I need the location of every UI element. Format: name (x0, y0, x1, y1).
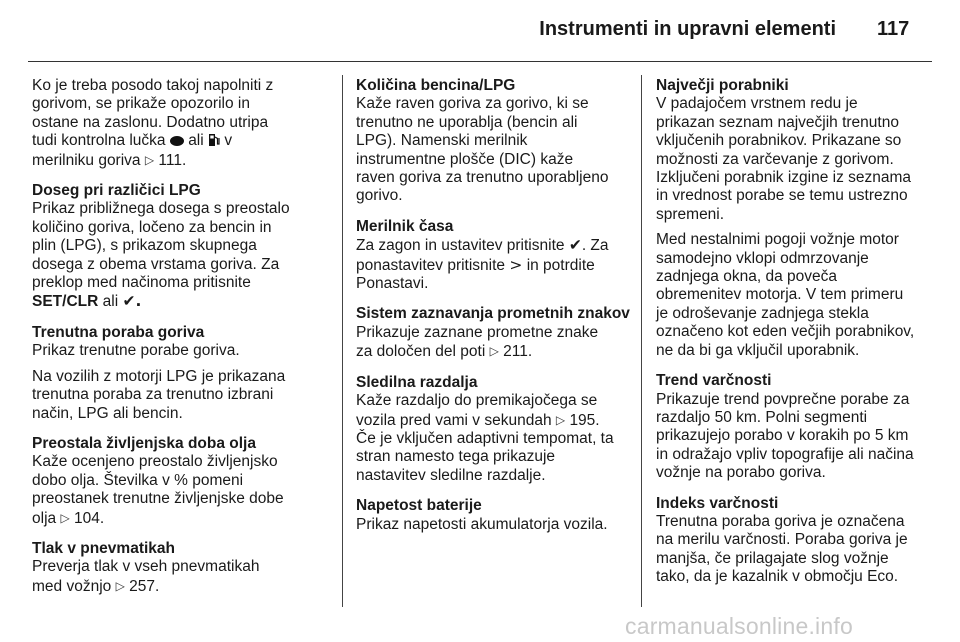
section-heading: Trend varčnosti (656, 372, 772, 390)
text-line: preostanek trenutne življenjske dobe (32, 490, 284, 508)
text-line: označeno kot eden večjih porabnikov, (656, 323, 915, 341)
lpg-range-section (32, 182, 332, 312)
page-reference[interactable]: 195. (569, 411, 600, 429)
text-line: nastavitev sledilne razdalje. (356, 466, 546, 484)
text-line: V padajočem vrstnem redu je (656, 95, 858, 113)
text-line: Prikaz trenutne porabe goriva. (32, 342, 240, 360)
text-fragment: olja (32, 509, 57, 527)
section-heading: Sledilna razdalja (356, 373, 478, 391)
header-rule (28, 61, 932, 62)
page-reference[interactable]: 211. (503, 343, 533, 361)
page-reference-arrow-icon: ▷ (144, 152, 155, 167)
text-line: preklop med načinoma pritisnite (32, 274, 251, 292)
text-line (32, 509, 332, 528)
timer-section (356, 218, 632, 294)
text-fragment: ali (102, 293, 119, 311)
text-line: stran namesto tega prikazuje (356, 448, 556, 466)
page-reference-arrow-icon: ▷ (489, 344, 499, 359)
page-reference[interactable]: 257. (129, 577, 160, 595)
text-line (32, 292, 332, 311)
column-divider (342, 75, 343, 607)
text-line: in vrednost porabe se temu ustrezno (656, 187, 908, 205)
text-line: je odroševanje zadnjega stekla (656, 304, 869, 322)
oil-life-section (32, 435, 332, 528)
text-line: vožnje na porabo goriva. (656, 464, 826, 482)
text-line (356, 411, 632, 430)
text-line: zadnjega okna, da poveča (656, 268, 837, 286)
text-line: možnosti za varčevanje z gorivom. (656, 150, 894, 168)
traffic-sign-section (356, 305, 632, 361)
page-number: 117 (877, 18, 910, 40)
following-distance-section (356, 374, 632, 485)
text-line: gorivo. (356, 187, 403, 205)
column-left (32, 77, 332, 596)
text-line (356, 342, 632, 361)
text-fragment: med vožnjo (32, 577, 112, 595)
text-fragment: za določen del poti (356, 343, 486, 361)
text-line: Med nestalnimi pogoji vožnje motor (656, 231, 899, 249)
text-line: na merilu varčnosti. Poraba goriva je (656, 531, 908, 549)
text-line: razdaljo 50 km. Polni segmenti (656, 408, 868, 426)
text-line: vključenih porabnikov. Prikazane so (656, 132, 902, 150)
text-fragment: ponastavitev pritisnite (356, 256, 506, 274)
column-right (656, 77, 932, 587)
page-header-title: Instrumenti in upravni elementi (539, 18, 836, 40)
text-line: Kaže ocenjeno preostalo življenjsko (32, 453, 278, 471)
text-fragment: merilniku goriva (32, 151, 141, 169)
section-heading: Sistem zaznavanja prometnih znakov (356, 305, 630, 323)
text-line: Ponastavi. (356, 275, 429, 293)
text-line: gorivom, se prikaže opozorilo in (32, 95, 250, 113)
text-fragment: . Za (581, 237, 609, 255)
top-consumers-section (656, 77, 932, 360)
battery-voltage-section (356, 497, 632, 534)
column-middle (356, 77, 632, 534)
text-fragment: v (224, 132, 233, 150)
low-fuel-paragraph (32, 77, 332, 170)
text-line: Prikaz približnega dosega s preostalo (32, 200, 290, 218)
text-line: obremenitev motorja. V tem primeru (656, 286, 904, 304)
page-reference[interactable]: 104. (74, 509, 105, 527)
text-fragment: vozila pred vami v sekundah (356, 411, 552, 429)
text-line: in odražajo vpliv topografije ali načina (656, 445, 914, 463)
text-line: prikazan seznam največjih trenutno (656, 113, 899, 131)
text-line: LPG). Namenski merilnik (356, 132, 528, 150)
section-heading: Doseg pri različici LPG (32, 182, 201, 200)
text-line: ne da bi ga vključil uporabnik. (656, 341, 860, 359)
text-line: Kaže raven goriva za gorivo, ki se (356, 95, 589, 113)
economy-trend-section (656, 372, 932, 482)
text-line: tako, da je kazalnik v območju Eco. (656, 568, 899, 586)
text-line: način, LPG ali bencin. (32, 404, 183, 422)
text-line: spremeni. (656, 205, 725, 223)
section-heading: Trenutna poraba goriva (32, 323, 205, 341)
text-line: prikazujejo porabo v korakih po 5 km (656, 427, 909, 445)
text-line: samodejno vklopi odmrzovanje (656, 249, 869, 267)
text-line: Če je vključen adaptivni tempomat, ta (356, 429, 614, 447)
page-reference-arrow-icon: ▷ (555, 412, 566, 427)
text-line: plin (LPG), s prikazom skupnega (32, 237, 257, 255)
column-divider (641, 75, 642, 607)
checkmark-icon: ✔ (568, 236, 582, 255)
text-line: Na vozilih z motorji LPG je prikazana (32, 367, 286, 385)
text-line: Ko je treba posodo takoj napolniti z (32, 77, 274, 94)
text-line: količino goriva, ločeno za bencin in (32, 218, 272, 236)
economy-index-section (656, 495, 932, 587)
text-line: Trenutna poraba goriva je označena (656, 512, 905, 530)
text-line (32, 577, 332, 596)
section-heading: Napetost baterije (356, 497, 482, 515)
section-heading: Količina bencina/LPG (356, 77, 516, 94)
fuel-amount-section (356, 77, 632, 206)
text-line: dobo olja. Številka v % pomeni (32, 471, 244, 489)
section-heading: Tlak v pnevmatikah (32, 539, 176, 557)
section-heading: Največji porabniki (656, 77, 789, 94)
page-reference-arrow-icon: ▷ (60, 510, 70, 525)
text-line: Prikazuje trend povprečne porabe za (656, 390, 910, 408)
text-line: trenutno ne uporablja (bencin ali (356, 113, 578, 131)
text-line: Izključeni porabnik izgine iz seznama (656, 169, 912, 187)
tyre-pressure-section (32, 540, 332, 596)
text-line: Kaže razdaljo do premikajočega se (356, 392, 598, 410)
section-heading: Preostala življenjska doba olja (32, 434, 256, 452)
page-reference-arrow-icon: ▷ (115, 578, 125, 593)
section-heading: Indeks varčnosti (656, 494, 779, 512)
text-line (32, 151, 332, 170)
fuel-pump-icon (208, 132, 220, 147)
text-fragment: Za zagon in ustavitev pritisnite (356, 237, 565, 255)
text-fragment: tudi kontrolna lučka (32, 132, 166, 150)
text-line: ostane na zaslonu. Dodatno utripa (32, 113, 269, 131)
text-fragment: ali (188, 132, 204, 150)
text-line: instrumentne plošče (DIC) kaže (356, 150, 574, 168)
text-fragment: in potrdite (526, 256, 595, 274)
watermark: carmanualsonline.info (625, 613, 853, 639)
fuel-warning-lamp-icon (170, 136, 184, 146)
text-line: Preverja tlak v vseh pnevmatikah (32, 558, 260, 576)
text-line (356, 236, 632, 255)
text-line: manjša, če prilagajate slog vožnje (656, 549, 889, 567)
text-line: trenutna poraba za trenutno izbrani (32, 386, 274, 404)
current-consumption-section (32, 324, 332, 423)
checkmark-icon: ✔. (122, 292, 142, 311)
text-line: Prikazuje zaznane prometne znake (356, 323, 599, 341)
text-line (32, 132, 332, 150)
chevron-right-icon: > (509, 255, 523, 274)
text-line (356, 256, 632, 275)
button-name: SET/CLR (32, 293, 99, 311)
page-reference[interactable]: 111. (158, 151, 187, 169)
section-heading: Merilnik časa (356, 217, 454, 235)
text-line: raven goriva za trenutno uporabljeno (356, 169, 609, 187)
text-line: dosega z obema vrstama goriva. Za (32, 255, 280, 273)
text-line: Prikaz napetosti akumulatorja vozila. (356, 515, 608, 533)
